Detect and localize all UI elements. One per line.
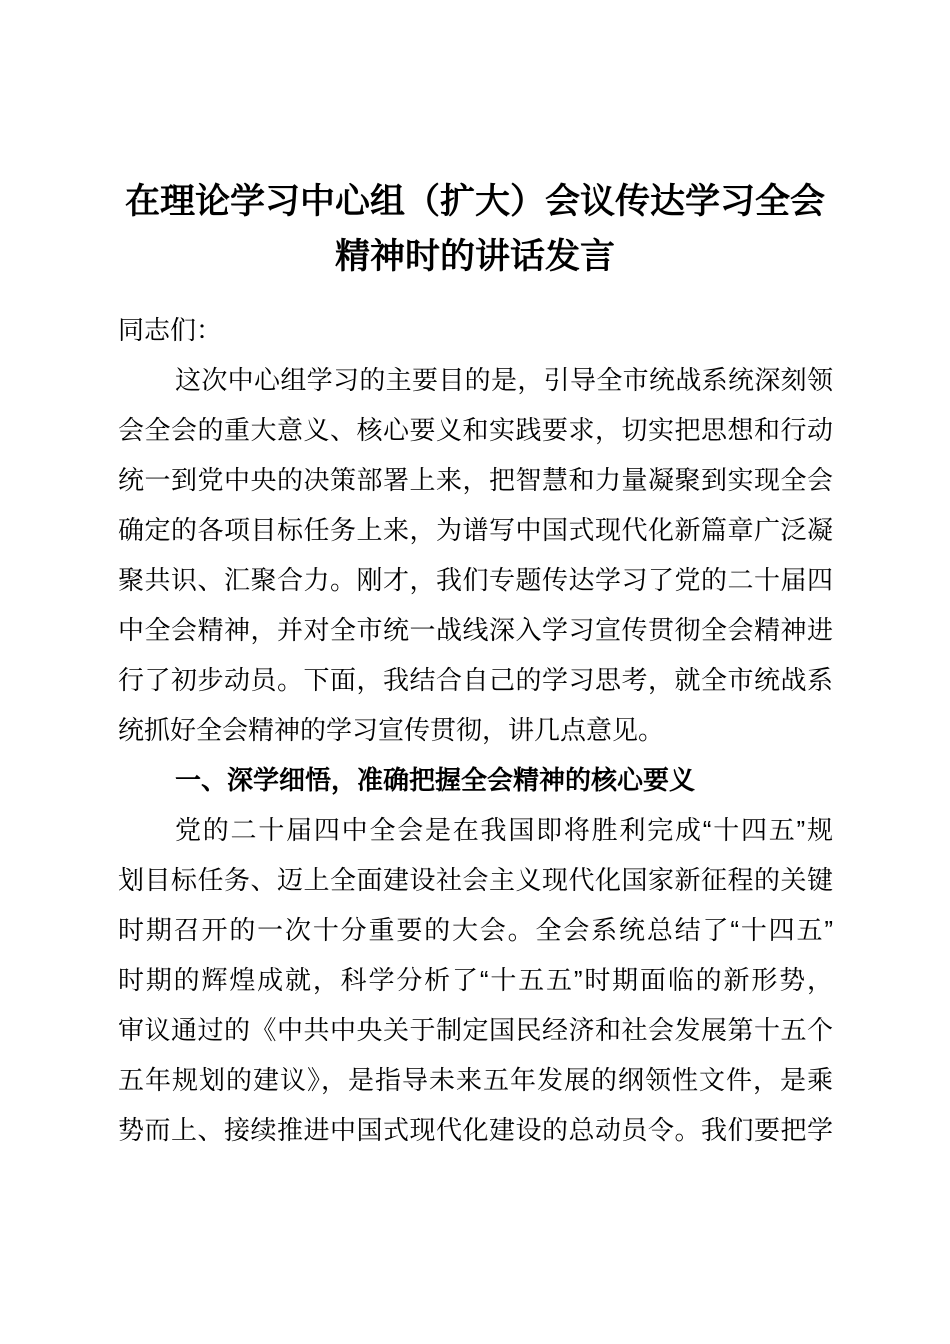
body-line: 这次中心组学习的主要目的是，引导全市统战系统深刻领 [175, 365, 833, 395]
body-line: 聚共识、汇聚合力。刚才，我们专题传达学习了党的二十届四 [118, 565, 833, 595]
body-line: 划目标任务、迈上全面建设社会主义现代化国家新征程的关键 [118, 865, 833, 895]
body-line: 确定的各项目标任务上来，为谱写中国式现代化新篇章广泛凝 [118, 515, 833, 545]
body-line: 会全会的重大意义、核心要义和实践要求，切实把思想和行动 [118, 415, 833, 445]
body-line: 势而上、接续推进中国式现代化建设的总动员令。我们要把学 [118, 1115, 833, 1145]
body-line: 党的二十届四中全会是在我国即将胜利完成“十四五”规 [175, 815, 833, 845]
document-title [95, 0, 855, 284]
title-line-1: 在理论学习中心组（扩大）会议传达学习全会 [124, 182, 825, 221]
body-line: 统抓好全会精神的学习宣传贯彻，讲几点意见。 [118, 715, 665, 745]
body-line: 时期的辉煌成就，科学分析了“十五五”时期面临的新形势， [118, 965, 833, 995]
body-line: 审议通过的《中共中央关于制定国民经济和社会发展第十五个 [118, 1015, 833, 1045]
body-line: 时期召开的一次十分重要的大会。全会系统总结了“十四五” [118, 915, 833, 945]
body-line: 行了初步动员。下面，我结合自己的学习思考，就全市统战系 [118, 665, 833, 695]
document-body [118, 305, 833, 1155]
heading-line: 一、深学细悟，准确把握全会精神的核心要义 [175, 765, 696, 795]
body-line: 统一到党中央的决策部署上来，把智慧和力量凝聚到实现全会 [118, 465, 833, 495]
title-line-2: 精神时的讲话发言 [334, 237, 615, 276]
body-line: 五年规划的建议》，是指导未来五年发展的纲领性文件，是乘 [118, 1065, 833, 1095]
salutation-line: 同志们： [118, 315, 223, 345]
body-line: 中全会精神，并对全市统一战线深入学习宣传贯彻全会精神进 [118, 615, 833, 645]
